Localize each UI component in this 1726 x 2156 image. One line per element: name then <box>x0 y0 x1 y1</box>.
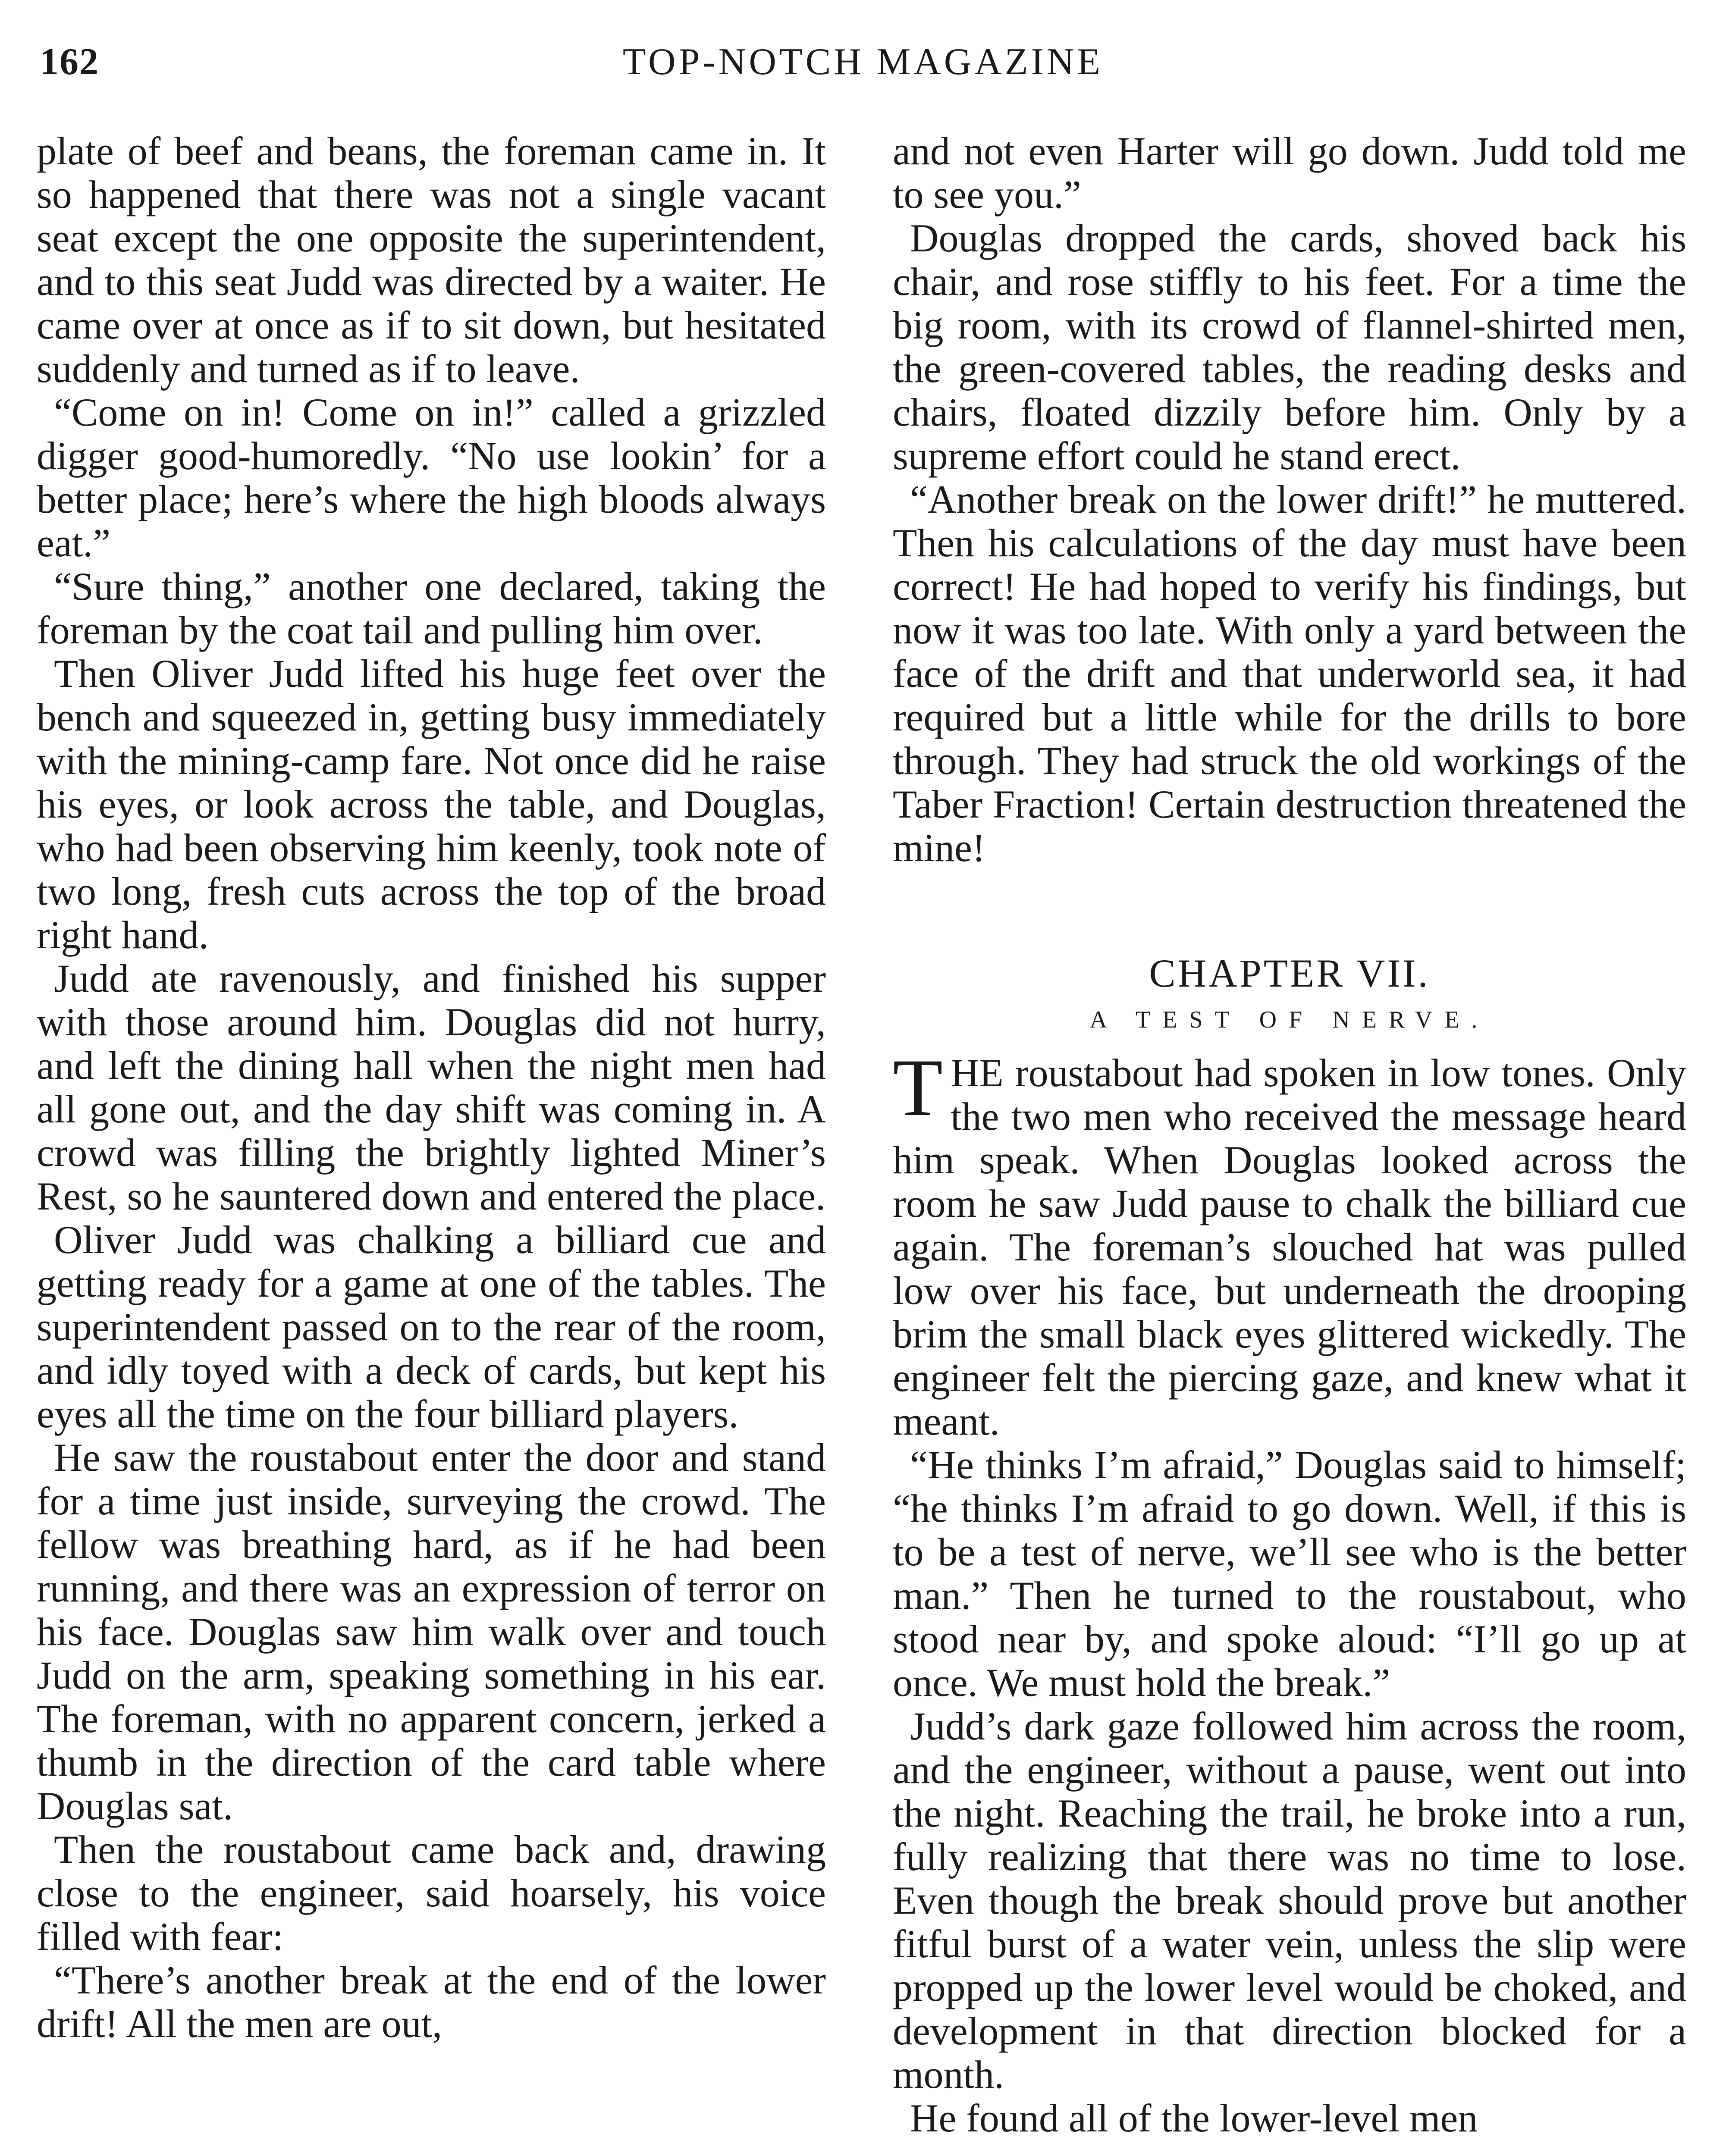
paragraph: “He thinks I’m afraid,” Douglas said to himself; “he thinks I’m afraid to go down. Well, if this is to be a test of nerve, we’ll see who is the better man.” Then he turned to the roustabout, who stood near by, and spoke aloud: “I’ll go up at once. We must hold the break.” <box>893 1443 1686 1705</box>
paragraph: He saw the roustabout enter the door and stand for a time just inside, surveying the crowd. The fellow was breathing hard, as if he had been running, and there was an expression of terror on his face. Douglas saw him walk over and touch Judd on the arm, speaking something in his ear. The foreman, with no apparent concern, jerked a thumb in the direction of the card table where Douglas sat. <box>37 1435 826 1828</box>
paragraph-text: HE roustabout had spoken in low tones. Only the two men who received the message heard him speak. When Douglas looked across the room he saw Judd pause to chalk the billiard cue again. The foreman’s slouched hat was pulled low over his face, but underneath the drooping brim the small black eyes glittered wickedly. The engineer felt the piercing gaze, and knew what it meant. <box>893 1051 1686 1443</box>
drop-cap: T <box>893 1043 943 1133</box>
right-column <box>893 129 1686 2156</box>
paragraph: Judd ate ravenously, and finished his supper with those around him. Douglas did not hurry, and left the dining hall when the night men had all gone out, and the day shift was coming in. A crowd was filling the brightly lighted Miner’s Rest, so he sauntered down and entered the place. <box>37 956 826 1218</box>
paragraph: “There’s another break at the end of the lower drift! All the men are out, <box>37 1958 826 2046</box>
chapter-subtitle: A TEST OF NERVE. <box>1089 1006 1490 1033</box>
paragraph: Then Oliver Judd lifted his huge feet over the bench and squeezed in, getting busy immediately with the mining-camp fare. Not once did he raise his eyes, or look across the table, and Douglas, who had been observing him keenly, took note of two long, fresh cuts across the top of the broad right hand. <box>37 652 826 957</box>
left-column <box>37 129 826 2156</box>
paragraph: Douglas dropped the cards, shoved back his chair, and rose stiffly to his feet. For a time the big room, with its crowd of flannel-shirted men, the green-covered tables, the reading desks and chairs, floated dizzily before him. Only by a supreme effort could he stand erect. <box>893 216 1686 478</box>
paragraph: Then the roustabout came back and, drawing close to the engineer, said hoarsely, his voice filled with fear: <box>37 1827 826 1959</box>
paragraph: “Another break on the lower drift!” he muttered. Then his calculations of the day must have been correct! He had hoped to verify his findings, but now it was too late. With only a yard between the face of the drift and that underworld sea, it had required but a little while for the drills to bore through. They had struck the old workings of the Taber Fraction! Certain destruction threatened the mine! <box>893 477 1686 870</box>
page-number: 162 <box>40 41 99 83</box>
paragraph: plate of beef and beans, the foreman came in. It so happened that there was not a single vacant seat except the one opposite the superintendent, and to this seat Judd was directed by a waiter. He came over at once as if to sit down, but hesitated suddenly and turned as if to leave. <box>37 129 826 391</box>
paragraph: and not even Harter will go down. Judd told me to see you.” <box>893 129 1686 216</box>
running-head: TOP-NOTCH MAGAZINE <box>622 41 1104 83</box>
paragraph: Oliver Judd was chalking a billiard cue and getting ready for a game at one of the tables. The superintendent passed on to the rear of the room, and idly toyed with a deck of cards, but kept his eyes all the time on the four billiard players. <box>37 1218 826 1436</box>
paragraph: “Sure thing,” another one declared, taking the foreman by the coat tail and pulling him over. <box>37 564 826 652</box>
paragraph: “Come on in! Come on in!” called a grizzled digger good-humoredly. “No use lookin’ for a better place; here’s where the high bloods always eat.” <box>37 390 826 565</box>
paragraph: Judd’s dark gaze followed him across the room, and the engineer, without a pause, went out into the night. Reaching the trail, he broke into a run, fully realizing that there was no time to lose. Even though the break should prove but another fitful burst of a water vein, unless the slip were propped up the lower level would be choked, and development in that direction blocked for a month. <box>893 1704 1686 2096</box>
chapter-heading: CHAPTER VII. <box>1149 951 1430 995</box>
chapter-first-paragraph <box>893 1043 1686 1443</box>
paragraph: He found all of the lower-level men <box>910 2096 1478 2140</box>
